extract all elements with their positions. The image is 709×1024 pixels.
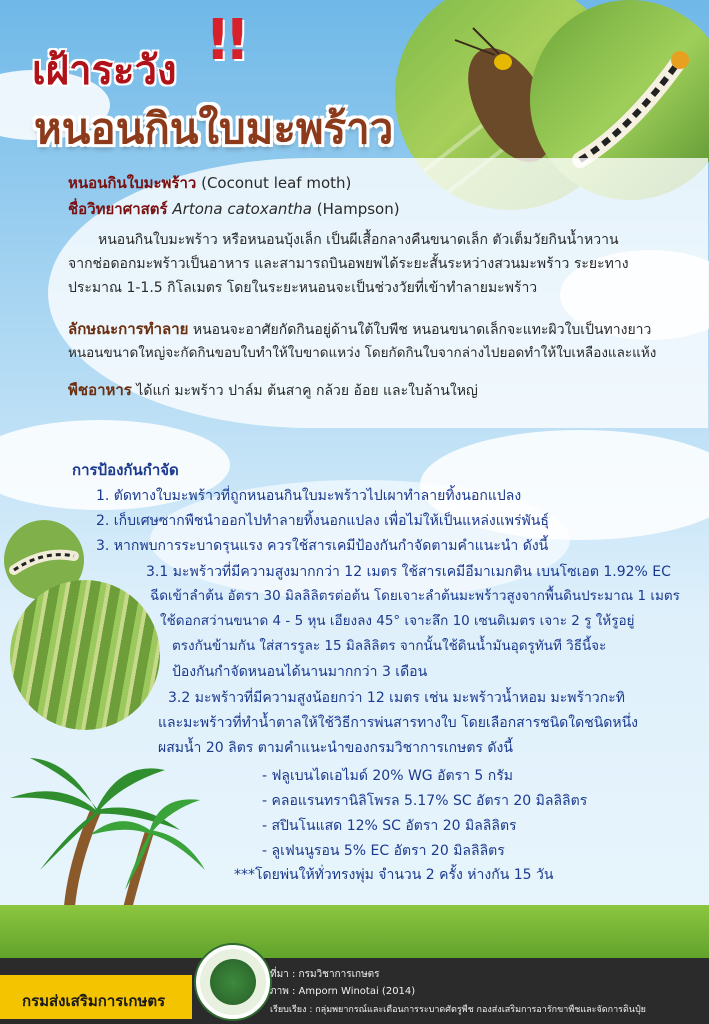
footer-source: ที่มา : กรมวิชาการเกษตร	[270, 969, 380, 980]
sci-author: (Hampson)	[316, 200, 400, 218]
title-warning: เฝ้าระวัง	[32, 48, 177, 94]
method-3-1-line: ใช้ดอกสว่านขนาด 4 - 5 หุน เอียงลง 45° เจาะลึก 10 เซนติเมตร เจาะ 2 รู ให้รูอยู่	[160, 613, 635, 629]
chemical-item: - สปินโนแสด 12% SC อัตรา 20 มิลลิลิตร	[262, 818, 517, 834]
exclamation-mark: !!	[205, 8, 245, 73]
hosts-text: ได้แก่ มะพร้าว ปาล์ม ต้นสาคู กล้วย อ้อย และใบล้านใหญ่	[136, 383, 478, 399]
damage-line-2: หนอนขนาดใหญ่จะกัดกินขอบใบทำให้ใบขาดแหว่ง โดยกัดกินใบจากล่างไปยอดทำให้ใบเหลืองและแห้ง	[68, 345, 657, 361]
chemical-item: - คลอแรนทรานิลิโพรล 5.17% SC อัตรา 20 มิลลิลิตร	[262, 793, 588, 809]
common-name-en: (Coconut leaf moth)	[201, 174, 352, 192]
method-3-1-line: ตรงกันข้ามกัน ใส่สารรูละ 15 มิลลิลิตร จากนั้นใช้ดินน้ำมันอุดรูทันที วิธีนี้จะ	[172, 638, 607, 654]
description-line: ประมาณ 1-1.5 กิโลเมตร โดยในระยะหนอนจะเป็นช่วงวัยที่เข้าทำลายมะพร้าว	[68, 280, 538, 296]
scientific-name	[68, 202, 400, 217]
common-name-label: หนอนกินใบมะพร้าว	[68, 174, 197, 192]
method-3-1: 3.1 มะพร้าวที่มีความสูงมากกว่า 12 เมตร ใช้สารเคมีอีมาเมกติน เบนโซเอต 1.92% EC	[146, 564, 671, 580]
footer-org-badge	[0, 975, 192, 1019]
page-title: หนอนกินใบมะพร้าว	[34, 104, 394, 153]
chemical-item: - ฟลูเบนไดเอไมด์ 20% WG อัตรา 5 กรัม	[262, 768, 513, 784]
prevention-heading: การป้องกันกำจัด	[72, 461, 179, 479]
chemical-item: - ลูเฟนนูรอน 5% EC อัตรา 20 มิลลิลิตร	[262, 843, 505, 859]
prevention-item: 3. หากพบการระบาดรุนแรง ควรใช้สารเคมีป้องกันกำจัดตามคำแนะนำ ดังนี้	[96, 538, 549, 554]
description-line: หนอนกินใบมะพร้าว หรือหนอนบุ้งเล็ก เป็นผีเสื้อกลางคืนขนาดเล็ก ตัวเต็มวัยกินน้ำหวาน	[98, 232, 619, 248]
host-plants	[68, 383, 478, 398]
grass-strip	[0, 905, 709, 965]
method-3-1-line: ฉีดเข้าลำต้น อัตรา 30 มิลลิลิตรต่อต้น โดยเจาะลำต้นมะพร้าวสูงจากพื้นดินประมาณ 1 เมตร	[150, 588, 680, 604]
sci-name: Artona catoxantha	[172, 200, 312, 218]
prevention-item: 2. เก็บเศษซากพืชนำออกไปทำลายทิ้งนอกแปลง เพื่อไม่ให้เป็นแหล่งแพร่พันธุ์	[96, 513, 549, 529]
damage-text: หนอนจะอาศัยกัดกินอยู่ด้านใต้ใบพืช หนอนขนาดเล็กจะแทะผิวใบเป็นทางยาว	[192, 322, 652, 338]
footer-image-credit: ภาพ : Amporn Winotai (2014)	[270, 986, 416, 997]
prevention-item: 1. ตัดทางใบมะพร้าวที่ถูกหนอนกินใบมะพร้าวไปเผาทำลายทิ้งนอกแปลง	[96, 488, 522, 504]
damage-line	[68, 322, 651, 337]
hosts-label: พืชอาหาร	[68, 381, 132, 399]
sci-label: ชื่อวิทยาศาสตร์	[68, 200, 168, 218]
common-name	[68, 176, 351, 191]
footer-org: กรมส่งเสริมการเกษตร	[22, 992, 166, 1010]
method-3-1-line: ป้องกันกำจัดหนอนได้นานมากกว่า 3 เดือน	[172, 664, 428, 680]
spray-note: ***โดยพ่นให้ทั่วทรงพุ่ม จำนวน 2 ครั้ง ห่างกัน 15 วัน	[234, 867, 554, 883]
method-3-2-line: ผสมน้ำ 20 ลิตร ตามคำแนะนำของกรมวิชาการเกษตร ดังนี้	[158, 740, 513, 756]
description-line: จากช่อดอกมะพร้าวเป็นอาหาร และสามารถบินอพยพได้ระยะสั้นระหว่างสวนมะพร้าว ระยะทาง	[68, 256, 629, 272]
method-3-2-line: และมะพร้าวที่ทำน้ำตาลให้ใช้วิธีการพ่นสารทางใบ โดยเลือกสารชนิดใดชนิดหนึ่ง	[158, 715, 638, 731]
department-seal-logo	[196, 945, 270, 1019]
damage-label: ลักษณะการทำลาย	[68, 320, 189, 338]
footer-compiled: เรียบเรียง : กลุ่มพยากรณ์และเตือนการระบาดศัตรูพืช กองส่งเสริมการอารักขาพืชและจัดการดินปุ๋ย	[270, 1005, 646, 1015]
damaged-leaf-photo	[10, 580, 160, 730]
method-3-2: 3.2 มะพร้าวที่มีความสูงน้อยกว่า 12 เมตร เช่น มะพร้าวน้ำหอม มะพร้าวกะทิ	[168, 690, 625, 706]
